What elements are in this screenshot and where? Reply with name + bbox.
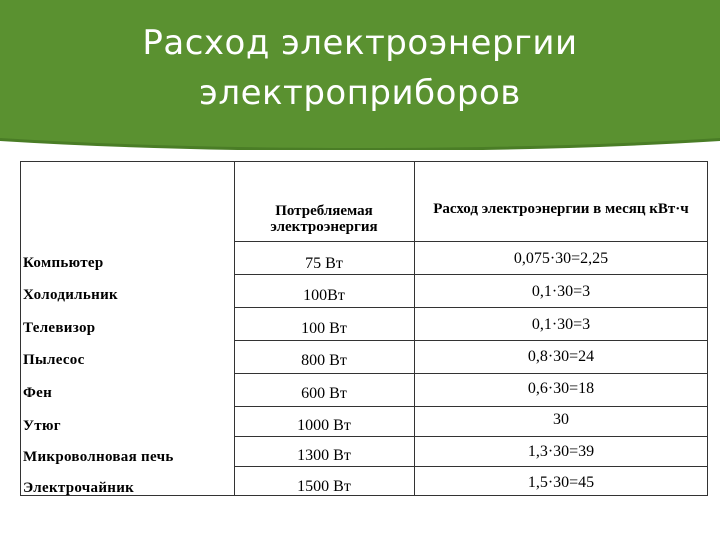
title-banner (0, 0, 720, 150)
row-power: 1500 Вт (297, 478, 351, 495)
header-monthly: Расход электроэнергии в месяц кВт·ч (433, 201, 689, 217)
row-power: 100Вт (303, 287, 345, 304)
page-title (0, 18, 720, 118)
title-line-1: Расход электроэнергии (142, 23, 578, 63)
row-name: Холодильник (23, 287, 118, 303)
row-name: Утюг (23, 418, 61, 434)
row-power: 800 Вт (301, 352, 347, 369)
title-line-2: электроприборов (199, 73, 521, 113)
row-power: 600 Вт (301, 385, 347, 402)
consumption-table (20, 161, 708, 496)
row-name: Пылесос (23, 352, 85, 368)
row-name: Компьютер (23, 255, 104, 271)
row-monthly: 1,5·30=45 (527, 474, 595, 491)
row-power: 100 Вт (301, 320, 347, 337)
row-monthly: 0,1·30=3 (531, 283, 591, 300)
row-monthly: 1,3·30=39 (527, 443, 595, 460)
row-power: 75 Вт (305, 255, 343, 272)
row-monthly: 0,075·30=2,25 (513, 250, 609, 267)
row-name: Фен (23, 385, 53, 401)
row-monthly: 0,8·30=24 (527, 348, 595, 365)
row-divider (234, 406, 708, 407)
row-divider (234, 373, 708, 374)
row-monthly: 30 (553, 411, 569, 428)
row-divider (234, 274, 708, 275)
row-power: 1000 Вт (297, 417, 351, 434)
row-divider (234, 436, 708, 437)
row-monthly: 0,1·30=3 (531, 316, 591, 333)
row-name: Микроволновая печь (23, 449, 174, 465)
row-name: Электрочайник (23, 480, 135, 496)
header-power: Потребляемая электроэнергия (270, 203, 378, 235)
row-divider (234, 340, 708, 341)
row-name: Телевизор (23, 320, 96, 336)
header-divider (234, 241, 708, 242)
row-divider (234, 307, 708, 308)
row-monthly: 0,6·30=18 (527, 380, 595, 397)
row-power: 1300 Вт (297, 447, 351, 464)
row-divider (234, 466, 708, 467)
